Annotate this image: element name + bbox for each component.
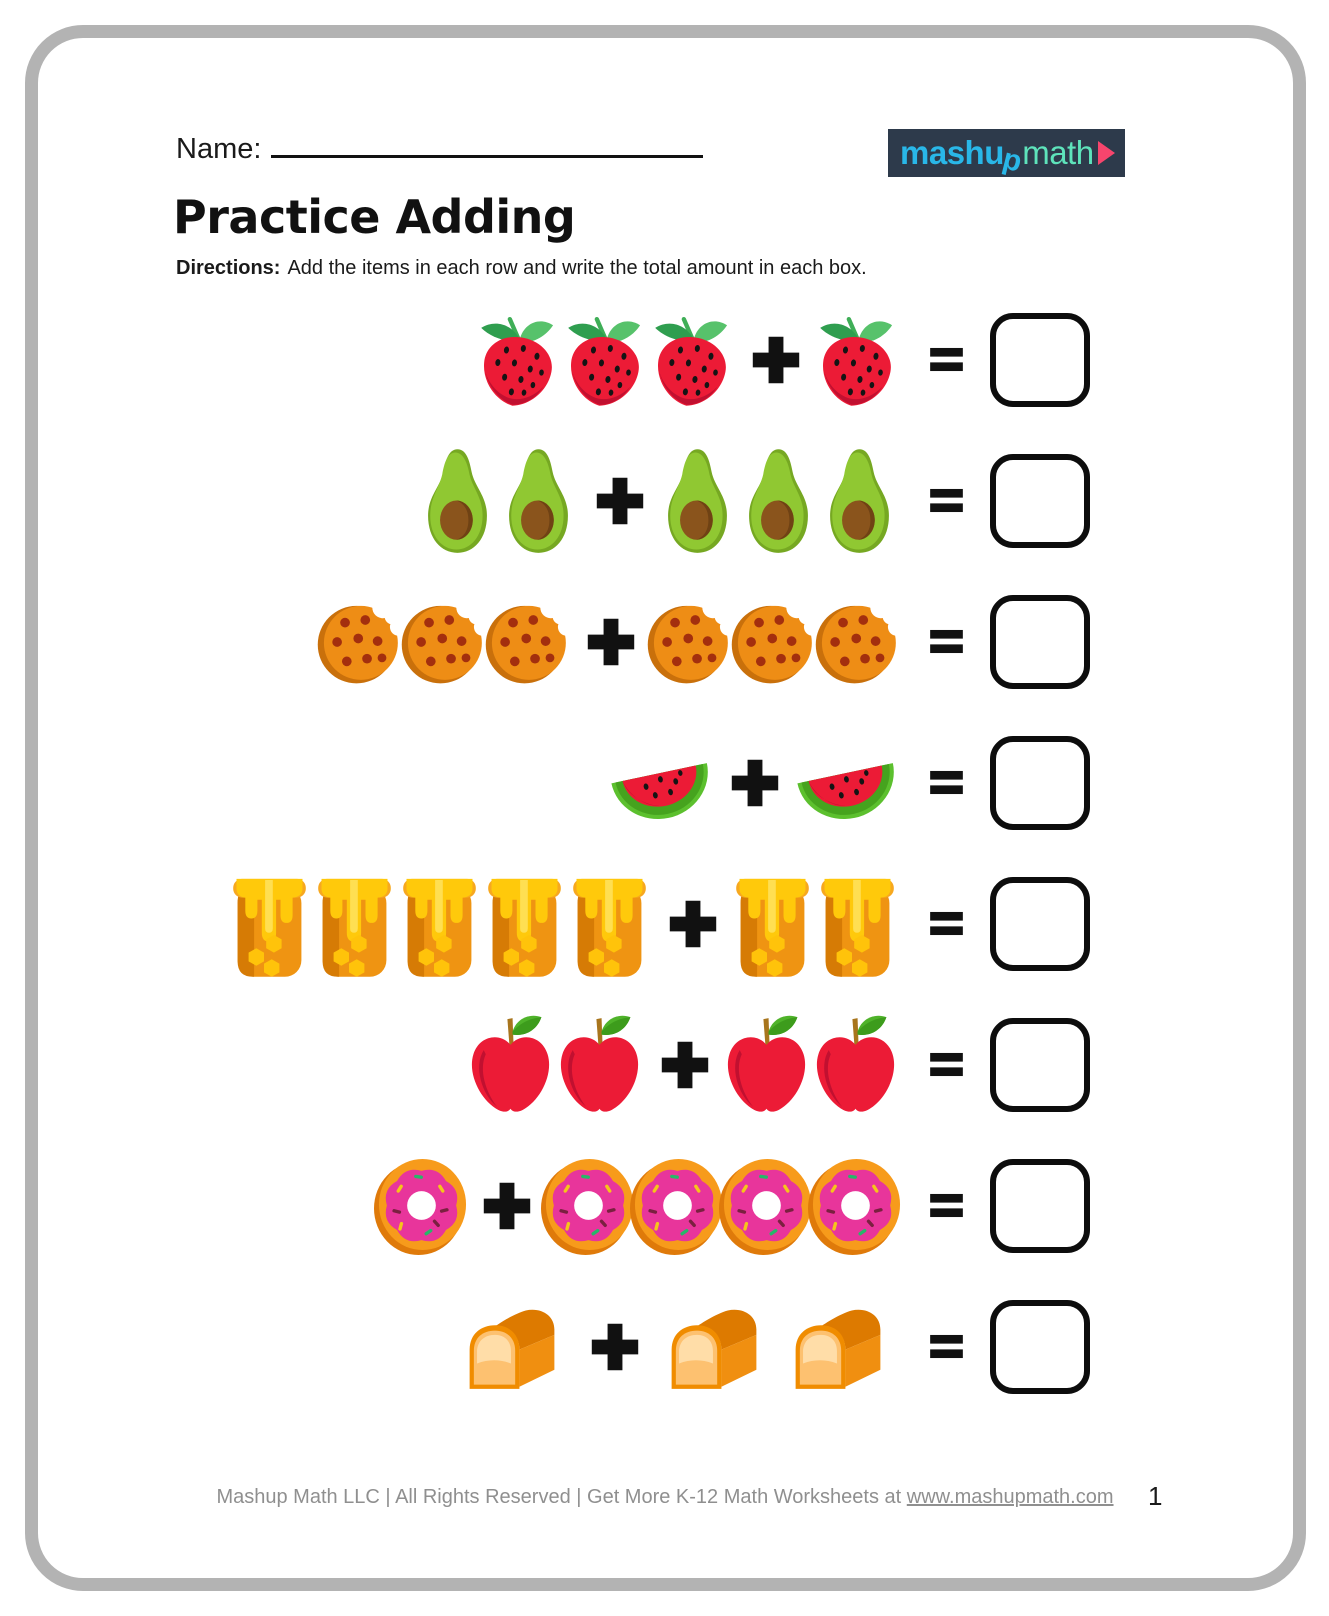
honey-jar-icon	[317, 869, 392, 979]
name-block	[176, 133, 703, 166]
addend-left-group	[606, 742, 714, 823]
plus-icon	[481, 1180, 533, 1232]
footer-text: Mashup Math LLC | All Rights Reserved | Get More K-12 Math Worksheets at	[216, 1486, 902, 1508]
addend-right-group	[730, 869, 900, 979]
worksheet-row-cookie	[0, 571, 1292, 712]
apple-icon	[809, 1013, 902, 1116]
bread-icon	[785, 1302, 891, 1391]
plus-icon	[750, 334, 802, 386]
equals-icon	[930, 347, 963, 372]
cookie-icon	[484, 597, 572, 687]
plus-icon	[589, 1321, 641, 1373]
strawberry-icon	[556, 311, 653, 408]
cookie-icon	[316, 597, 404, 687]
worksheet-row-watermelon	[0, 712, 1292, 853]
addend-left-group	[450, 1302, 574, 1391]
avocado-icon	[737, 446, 820, 555]
plus-icon	[585, 616, 637, 668]
avocado-icon	[818, 446, 901, 555]
worksheet-row-honey-jar	[0, 853, 1292, 994]
addend-left-group	[318, 597, 570, 687]
donut-icon	[719, 1156, 814, 1255]
worksheet-row-bread	[0, 1276, 1292, 1417]
addend-right-group	[813, 311, 900, 408]
addend-left-group	[474, 311, 735, 408]
answer-box[interactable]	[990, 877, 1090, 971]
cookie-icon	[730, 597, 818, 687]
addend-right-group	[648, 597, 900, 687]
avocado-icon	[416, 446, 499, 555]
apple-icon	[464, 1013, 557, 1116]
name-label: Name:	[176, 133, 262, 165]
page-title: Practice Adding	[173, 190, 576, 244]
donut-icon	[374, 1156, 469, 1255]
addend-right-group	[657, 446, 900, 555]
honey-jar-icon	[735, 869, 810, 979]
equals-icon	[930, 1193, 963, 1218]
equals-icon	[930, 911, 963, 936]
worksheet-row-donut	[0, 1135, 1292, 1276]
directions-text: Add the items in each row and write the total amount in each box.	[287, 257, 867, 279]
logo-text-mashu: mashu	[900, 134, 1004, 171]
bread-icon	[459, 1302, 565, 1391]
cookie-icon	[814, 597, 902, 687]
worksheet-row-avocado	[0, 430, 1292, 571]
addend-left-group	[466, 1013, 644, 1116]
honey-jar-icon	[232, 869, 307, 979]
apple-icon	[720, 1013, 813, 1116]
equals-icon	[930, 770, 963, 795]
donut-icon	[630, 1156, 725, 1255]
strawberry-icon	[643, 311, 740, 408]
equals-icon	[930, 1052, 963, 1077]
equals-icon	[930, 488, 963, 513]
addend-right-group	[722, 1013, 900, 1116]
addend-right-group	[544, 1156, 900, 1255]
footer	[38, 1486, 1292, 1509]
plus-icon	[659, 1039, 711, 1091]
answer-box[interactable]	[990, 313, 1090, 407]
answer-box[interactable]	[990, 454, 1090, 548]
strawberry-icon	[469, 311, 566, 408]
avocado-icon	[497, 446, 580, 555]
page-number: 1	[1148, 1481, 1163, 1511]
addend-left-group	[417, 446, 579, 555]
logo-text-p: p	[999, 142, 1026, 179]
directions-label: Directions:	[176, 257, 281, 279]
apple-icon	[553, 1013, 646, 1116]
plus-icon	[594, 475, 646, 527]
worksheet-row-apple	[0, 994, 1292, 1135]
equals-icon	[930, 629, 963, 654]
addend-right-group	[792, 742, 900, 823]
cookie-icon	[646, 597, 734, 687]
footer-link[interactable]: www.mashupmath.com	[906, 1486, 1114, 1508]
addend-left-group	[227, 869, 652, 979]
strawberry-icon	[808, 311, 905, 408]
honey-jar-icon	[820, 869, 895, 979]
honey-jar-icon	[572, 869, 647, 979]
addend-left-group	[377, 1156, 466, 1255]
logo-arrow-icon	[1098, 141, 1115, 165]
answer-box[interactable]	[990, 1018, 1090, 1112]
directions	[176, 257, 867, 280]
mashupmath-logo	[888, 129, 1125, 177]
donut-icon	[808, 1156, 903, 1255]
cookie-icon	[400, 597, 488, 687]
watermelon-icon	[608, 742, 712, 823]
honey-jar-icon	[402, 869, 477, 979]
honey-jar-icon	[487, 869, 562, 979]
plus-icon	[667, 898, 719, 950]
answer-box[interactable]	[990, 1159, 1090, 1253]
worksheet-row-strawberry	[0, 289, 1292, 430]
avocado-icon	[656, 446, 739, 555]
equals-icon	[930, 1334, 963, 1359]
logo-text-math: math	[1022, 134, 1094, 171]
answer-box[interactable]	[990, 736, 1090, 830]
addend-right-group	[652, 1302, 900, 1391]
answer-box[interactable]	[990, 595, 1090, 689]
name-input-line[interactable]	[271, 133, 703, 158]
answer-box[interactable]	[990, 1300, 1090, 1394]
donut-icon	[541, 1156, 636, 1255]
watermelon-icon	[794, 742, 898, 823]
worksheet-rows	[0, 289, 1292, 1417]
plus-icon	[729, 757, 781, 809]
bread-icon	[661, 1302, 767, 1391]
